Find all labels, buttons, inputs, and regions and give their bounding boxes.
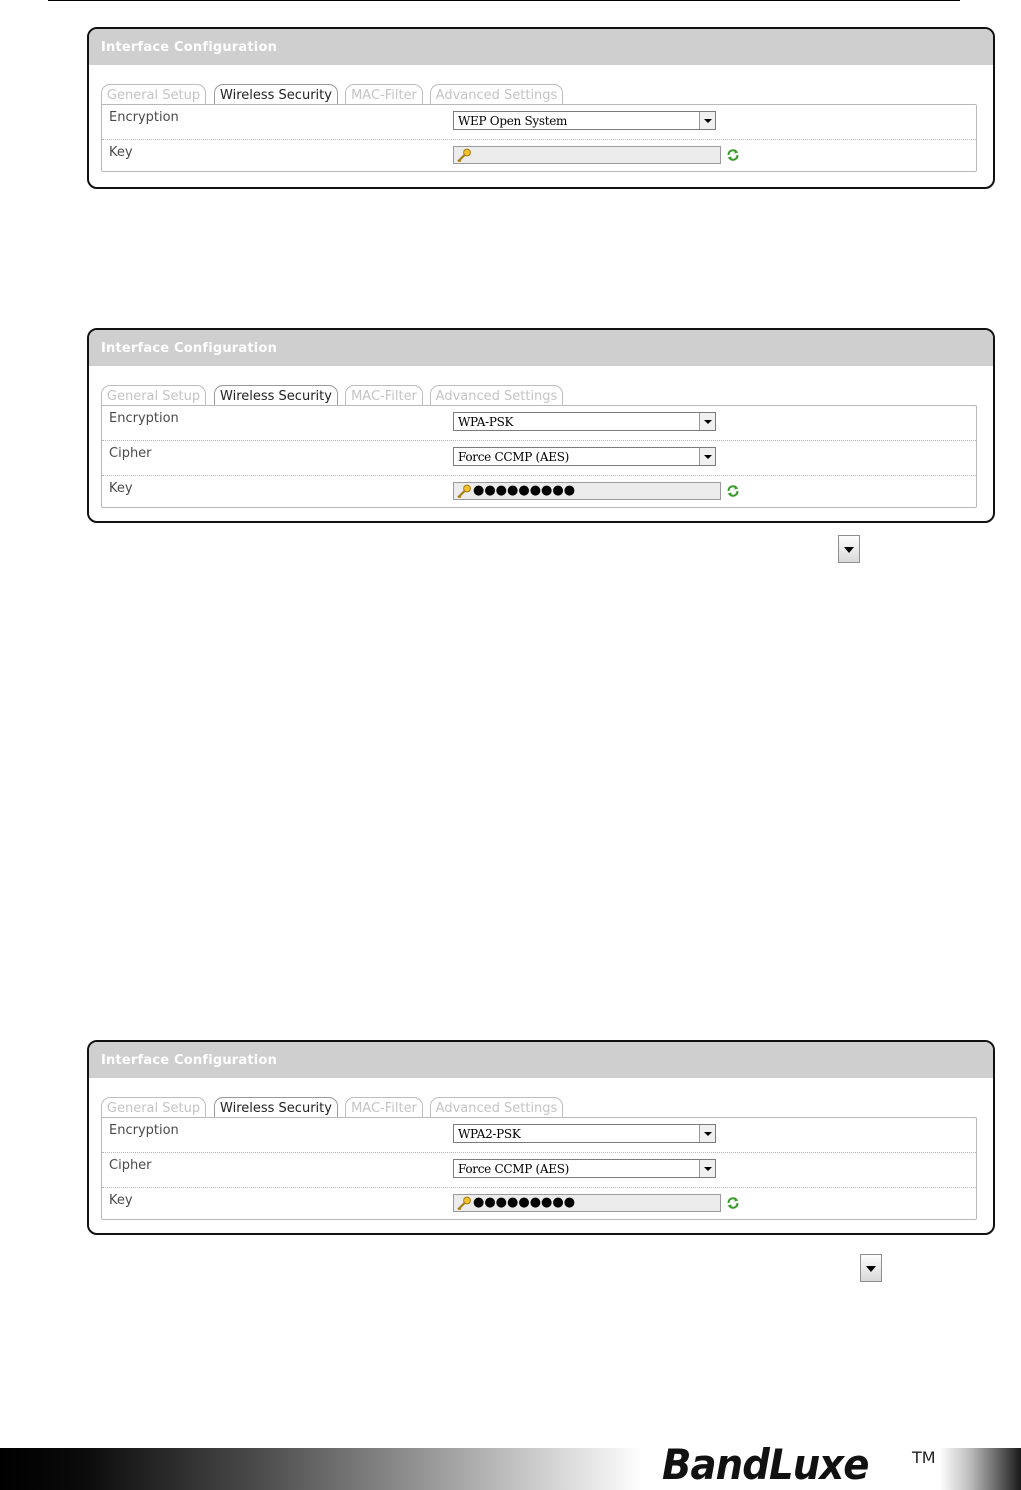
key-label: Key xyxy=(109,145,133,160)
encryption-row xyxy=(102,1118,976,1152)
tab-wireless-security[interactable]: Wireless Security xyxy=(214,385,338,407)
interface-config-panel-wpa2 xyxy=(87,1040,995,1235)
key-label: Key xyxy=(109,481,133,496)
key-masked-value: ●●●●●●●●● xyxy=(473,1195,576,1210)
bandluxe-logo: BandLuxe xyxy=(662,1440,869,1489)
tab-mac-filter[interactable]: MAC-Filter xyxy=(345,84,423,105)
encryption-label: Encryption xyxy=(109,1123,179,1138)
chevron-down-icon[interactable] xyxy=(699,1160,715,1177)
tab-wireless-security[interactable]: Wireless Security xyxy=(214,84,338,106)
trademark-symbol: TM xyxy=(912,1448,936,1467)
dropdown-arrow-icon xyxy=(860,1254,882,1282)
cipher-select[interactable] xyxy=(453,1159,716,1178)
key-masked-value: ●●●●●●●●● xyxy=(473,483,576,498)
tab-mac-filter[interactable]: MAC-Filter xyxy=(345,385,423,406)
refresh-icon[interactable] xyxy=(726,1196,740,1210)
key-row xyxy=(102,139,976,171)
cipher-label: Cipher xyxy=(109,1158,152,1173)
key-input[interactable] xyxy=(453,1194,721,1212)
tab-general-setup[interactable]: General Setup xyxy=(101,1097,206,1118)
encryption-selected-value: WEP Open System xyxy=(458,114,568,128)
encryption-selected-value: WPA2-PSK xyxy=(458,1127,521,1141)
encryption-label: Encryption xyxy=(109,411,179,426)
panel-title: Interface Configuration xyxy=(89,330,993,366)
key-icon xyxy=(456,148,472,163)
encryption-select[interactable] xyxy=(453,111,716,130)
cipher-selected-value: Force CCMP (AES) xyxy=(458,1162,570,1176)
tab-general-setup[interactable]: General Setup xyxy=(101,385,206,406)
key-label: Key xyxy=(109,1193,133,1208)
encryption-select[interactable] xyxy=(453,1124,716,1143)
encryption-label: Encryption xyxy=(109,110,179,125)
cipher-selected-value: Force CCMP (AES) xyxy=(458,450,570,464)
key-input[interactable] xyxy=(453,482,721,500)
security-form xyxy=(101,405,977,508)
dropdown-arrow-icon xyxy=(838,535,860,563)
panel-title: Interface Configuration xyxy=(89,1042,993,1078)
refresh-icon[interactable] xyxy=(726,484,740,498)
page-top-rule xyxy=(48,0,960,1)
interface-config-panel-wep xyxy=(87,27,995,189)
chevron-down-icon[interactable] xyxy=(699,112,715,129)
key-input[interactable] xyxy=(453,146,721,164)
key-row xyxy=(102,475,976,507)
tab-advanced-settings[interactable]: Advanced Settings xyxy=(430,385,563,406)
tab-general-setup[interactable]: General Setup xyxy=(101,84,206,105)
encryption-selected-value: WPA-PSK xyxy=(458,415,514,429)
cipher-row xyxy=(102,440,976,475)
chevron-down-icon[interactable] xyxy=(699,413,715,430)
panel-title: Interface Configuration xyxy=(89,29,993,65)
security-form xyxy=(101,104,977,172)
interface-config-panel-wpa xyxy=(87,328,995,523)
chevron-down-icon[interactable] xyxy=(699,448,715,465)
key-icon xyxy=(456,484,472,499)
security-form xyxy=(101,1117,977,1220)
cipher-row xyxy=(102,1152,976,1187)
chevron-down-icon[interactable] xyxy=(699,1125,715,1142)
key-row xyxy=(102,1187,976,1219)
tab-wireless-security[interactable]: Wireless Security xyxy=(214,1097,338,1119)
tab-mac-filter[interactable]: MAC-Filter xyxy=(345,1097,423,1118)
cipher-select[interactable] xyxy=(453,447,716,466)
encryption-row xyxy=(102,105,976,139)
key-icon xyxy=(456,1196,472,1211)
encryption-select[interactable] xyxy=(453,412,716,431)
encryption-row xyxy=(102,406,976,440)
tab-advanced-settings[interactable]: Advanced Settings xyxy=(430,84,563,105)
cipher-label: Cipher xyxy=(109,446,152,461)
tab-advanced-settings[interactable]: Advanced Settings xyxy=(430,1097,563,1118)
refresh-icon[interactable] xyxy=(726,148,740,162)
